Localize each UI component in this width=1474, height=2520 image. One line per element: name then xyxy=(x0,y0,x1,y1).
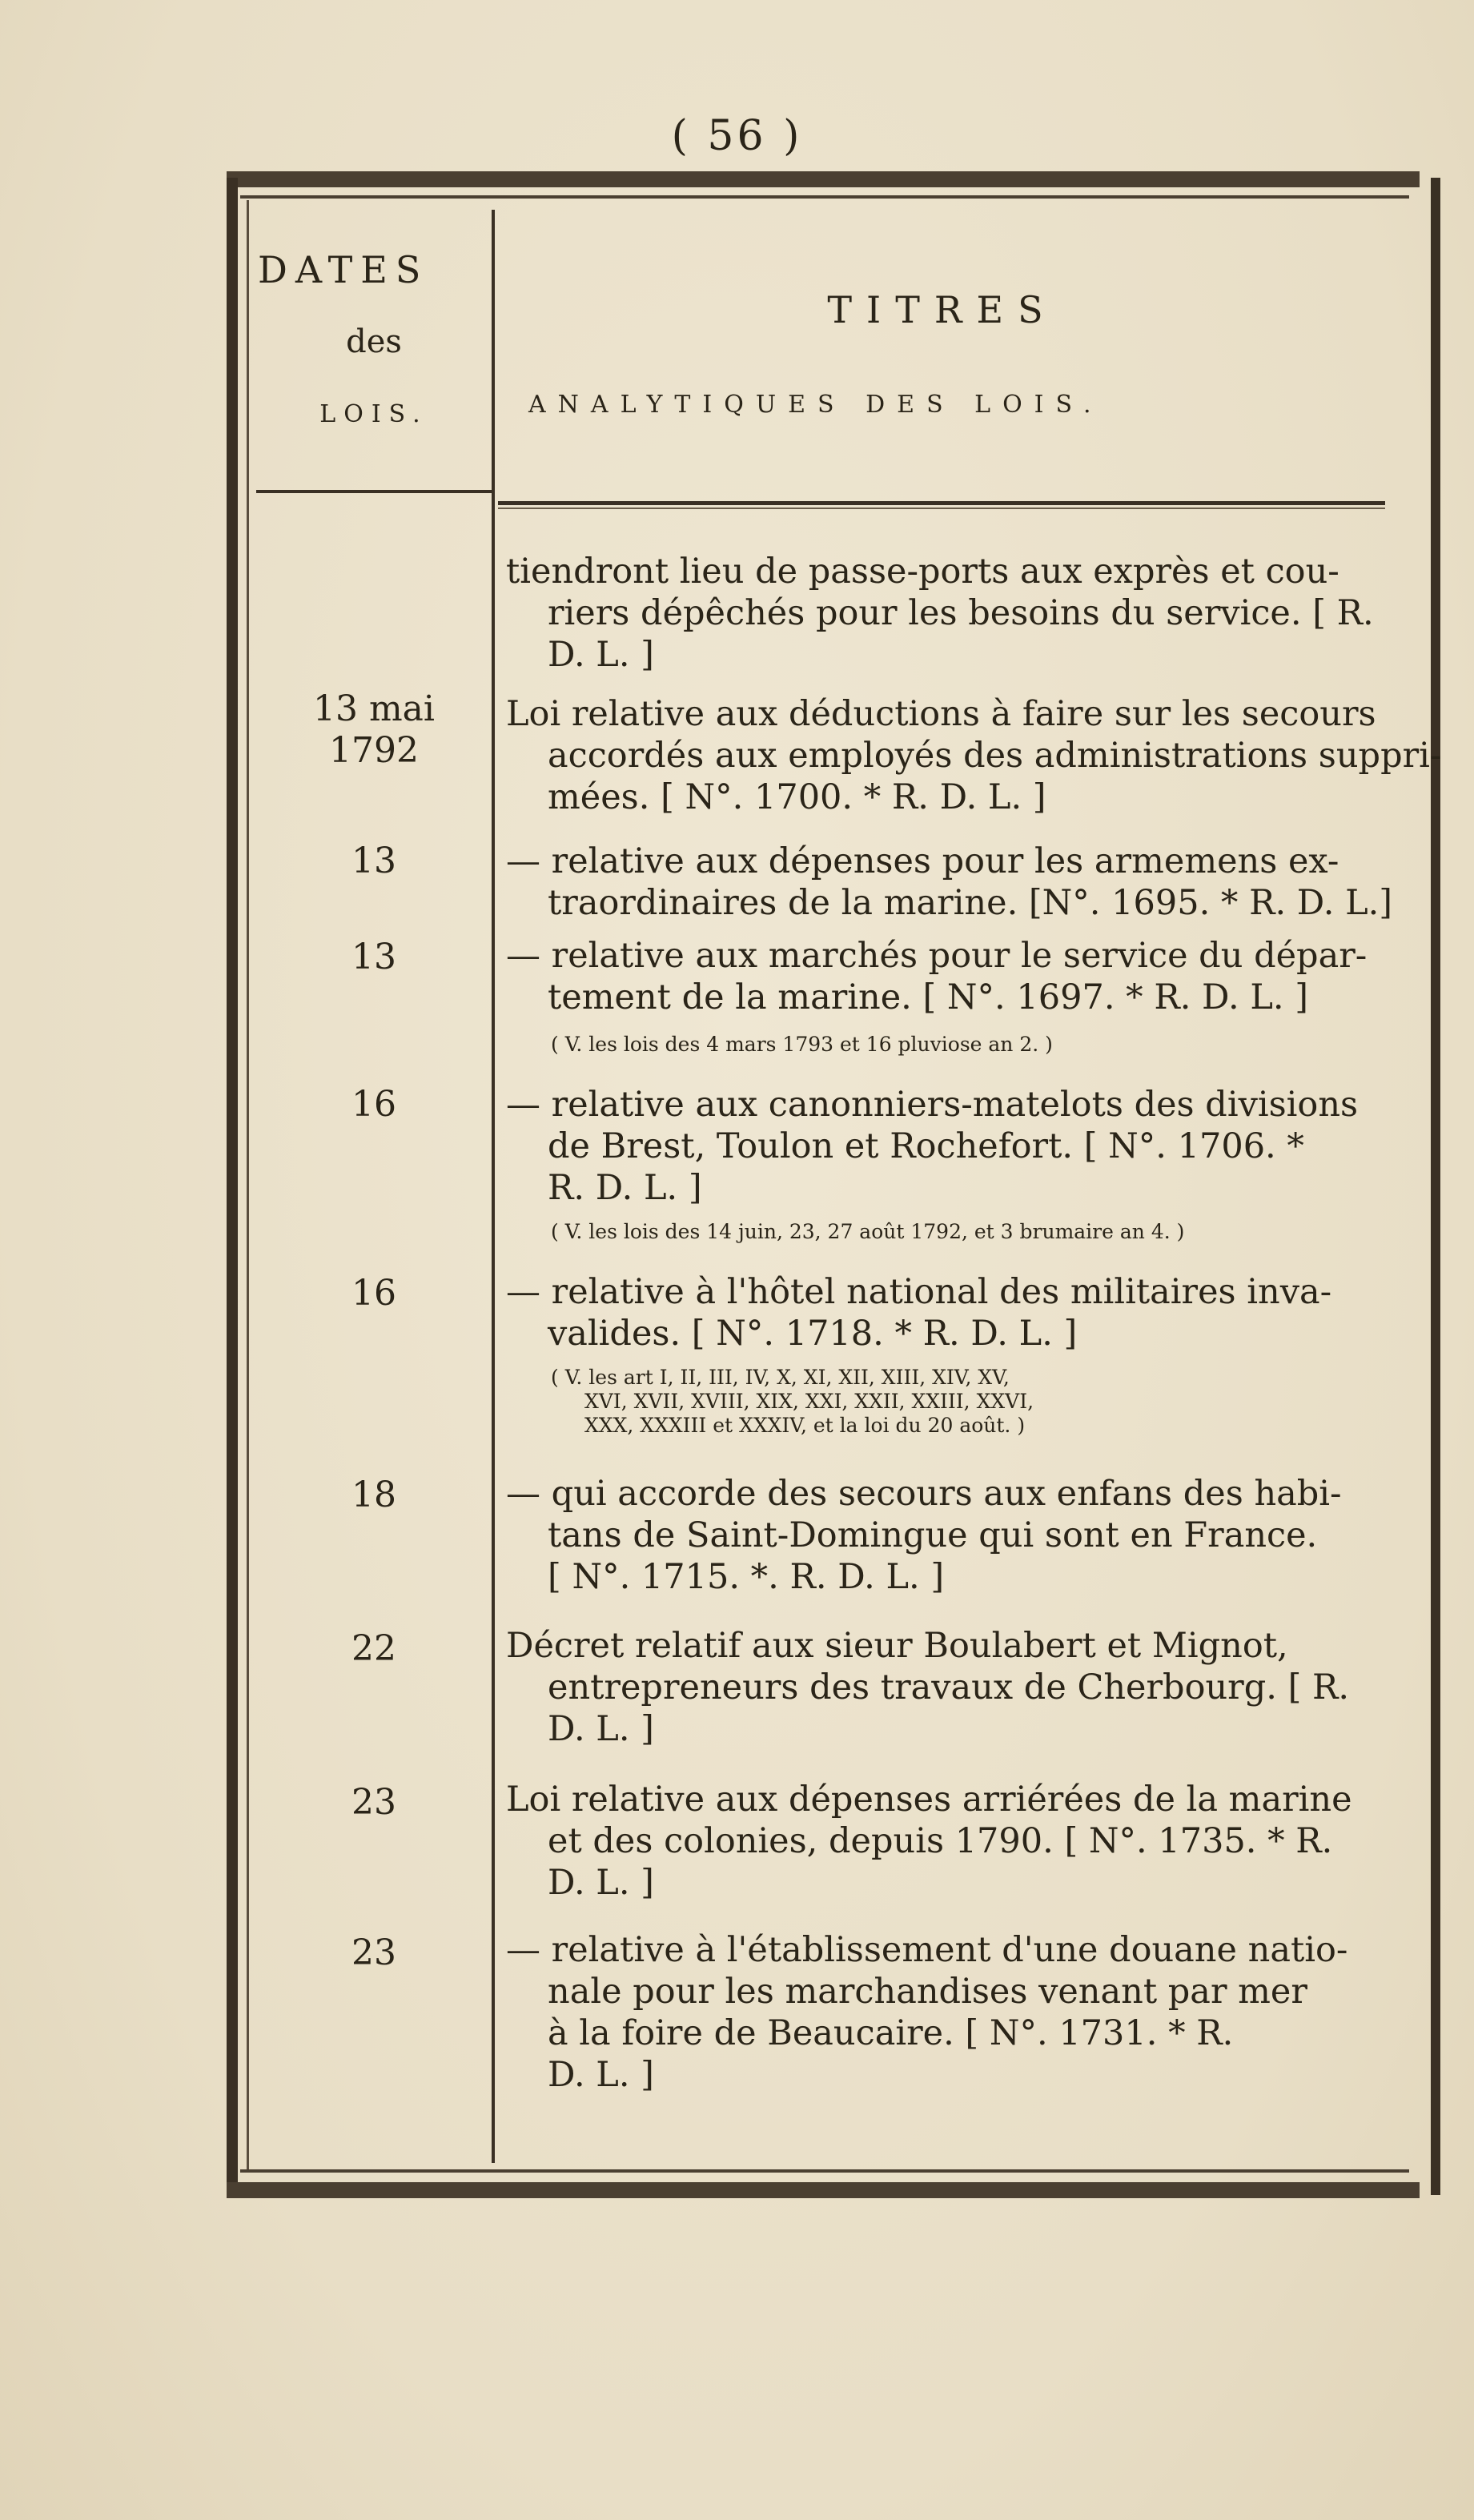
entry-line: — relative aux marchés pour le service du dépar- xyxy=(506,936,1368,976)
entry-date: 23 xyxy=(351,1932,396,1973)
header-titres: TITRES xyxy=(827,288,1058,331)
entry-text xyxy=(506,1473,1379,1598)
entry-note: XXX, XXXIII et XXXIV, et la loi du 20 août. ) xyxy=(584,1414,1026,1437)
entry-continuation xyxy=(506,551,1379,676)
entry-text xyxy=(506,935,1379,1018)
entry-date: 23 xyxy=(351,1782,396,1823)
entry-line: D. L. ] xyxy=(548,2055,654,2095)
entry-text xyxy=(506,1625,1379,1750)
entry-line: — relative aux canonniers-matelots des divisions xyxy=(506,1085,1359,1125)
entry-date: 22 xyxy=(351,1628,396,1669)
header-des: des xyxy=(346,323,402,360)
entry-line: — relative à l'hôtel national des militaires inva- xyxy=(506,1272,1332,1312)
header-rule-right-thin xyxy=(498,508,1385,509)
entry-note: ( V. les art I, II, III, IV, X, XI, XII, XIII, XIV, XV, xyxy=(551,1366,1010,1389)
header-rule-left xyxy=(256,490,492,493)
entry-text xyxy=(506,1779,1379,1904)
entry-line: — relative aux dépenses pour les armemens ex- xyxy=(506,841,1339,881)
bottom-rule xyxy=(227,2182,1420,2198)
column-divider xyxy=(492,210,495,2163)
entry-note: ( V. les lois des 4 mars 1793 et 16 pluviose an 2. ) xyxy=(551,1033,1053,1056)
entry-date: 16 xyxy=(351,1273,396,1314)
entry-note: ( V. les lois des 14 juin, 23, 27 août 1792, et 3 brumaire an 4. ) xyxy=(551,1220,1185,1243)
page-number: ( 56 ) xyxy=(671,112,803,160)
entry-date: 13 xyxy=(351,841,396,881)
header-dates: DATES xyxy=(258,248,429,291)
entry-line: nale pour les marchandises venant par mer xyxy=(548,1972,1307,2012)
entry-line: accordés aux employés des administrations suppri- xyxy=(548,736,1442,776)
bottom-rule-thin xyxy=(240,2169,1409,2173)
entry-line: mées. [ N°. 1700. * R. D. L. ] xyxy=(548,777,1046,817)
entry-line: D. L. ] xyxy=(548,1863,654,1903)
entry-date: 13 xyxy=(351,937,396,977)
entry-line: — relative à l'établissement d'une douane natio- xyxy=(506,1930,1348,1970)
entry-date: 13 mai xyxy=(312,688,435,729)
entry-line: R. D. L. ] xyxy=(548,1168,702,1208)
entry-line: riers dépêchés pour les besoins du service. [ R. xyxy=(548,593,1374,633)
entry-line: et des colonies, depuis 1790. [ N°. 1735. * R. xyxy=(548,1821,1333,1861)
entry-line: tement de la marine. [ N°. 1697. * R. D. L. ] xyxy=(548,977,1308,1017)
entry-text xyxy=(506,841,1393,924)
entry-text xyxy=(506,1929,1379,2096)
entry-line: traordinaires de la marine. [N°. 1695. * R. D. L.] xyxy=(548,883,1393,923)
entry-line: entrepreneurs des travaux de Cherbourg. [ R. xyxy=(548,1667,1350,1707)
entry-line: valides. [ N°. 1718. * R. D. L. ] xyxy=(548,1314,1078,1354)
entry-text xyxy=(506,1084,1379,1209)
entry-line: D. L. ] xyxy=(548,1709,654,1749)
entry-text xyxy=(506,1271,1379,1354)
entry-line: Décret relatif aux sieur Boulabert et Mignot, xyxy=(506,1626,1288,1666)
entry-line: à la foire de Beaucaire. [ N°. 1731. * R. xyxy=(548,2013,1234,2053)
entry-date-year: 1792 xyxy=(329,730,419,771)
entry-line: — qui accorde des secours aux enfans des habi- xyxy=(506,1474,1342,1514)
entry-line: [ N°. 1715. *. R. D. L. ] xyxy=(548,1557,945,1597)
entry-date: 16 xyxy=(351,1084,396,1125)
inner-left-rule xyxy=(247,200,249,2169)
entry-note: XVI, XVII, XVIII, XIX, XXI, XXII, XXIII, XXVI, xyxy=(584,1390,1034,1413)
entry-line: tiendront lieu de passe-ports aux exprès et cou- xyxy=(506,552,1339,592)
entry-line: de Brest, Toulon et Rochefort. [ N°. 1706. * xyxy=(548,1126,1304,1166)
header-lois: LOIS. xyxy=(319,400,428,428)
header-analytiques: ANALYTIQUES DES LOIS. xyxy=(528,391,1103,419)
entry-line: Loi relative aux dépenses arriérées de la marine xyxy=(506,1780,1352,1820)
entry-line: tans de Saint-Domingue qui sont en France. xyxy=(548,1515,1318,1555)
entry-line: Loi relative aux déductions à faire sur les secours xyxy=(506,694,1376,734)
header-rule-right xyxy=(498,501,1385,505)
entry-date: 18 xyxy=(351,1475,396,1515)
entry-line: D. L. ] xyxy=(548,635,654,675)
entry-text xyxy=(506,693,1442,818)
